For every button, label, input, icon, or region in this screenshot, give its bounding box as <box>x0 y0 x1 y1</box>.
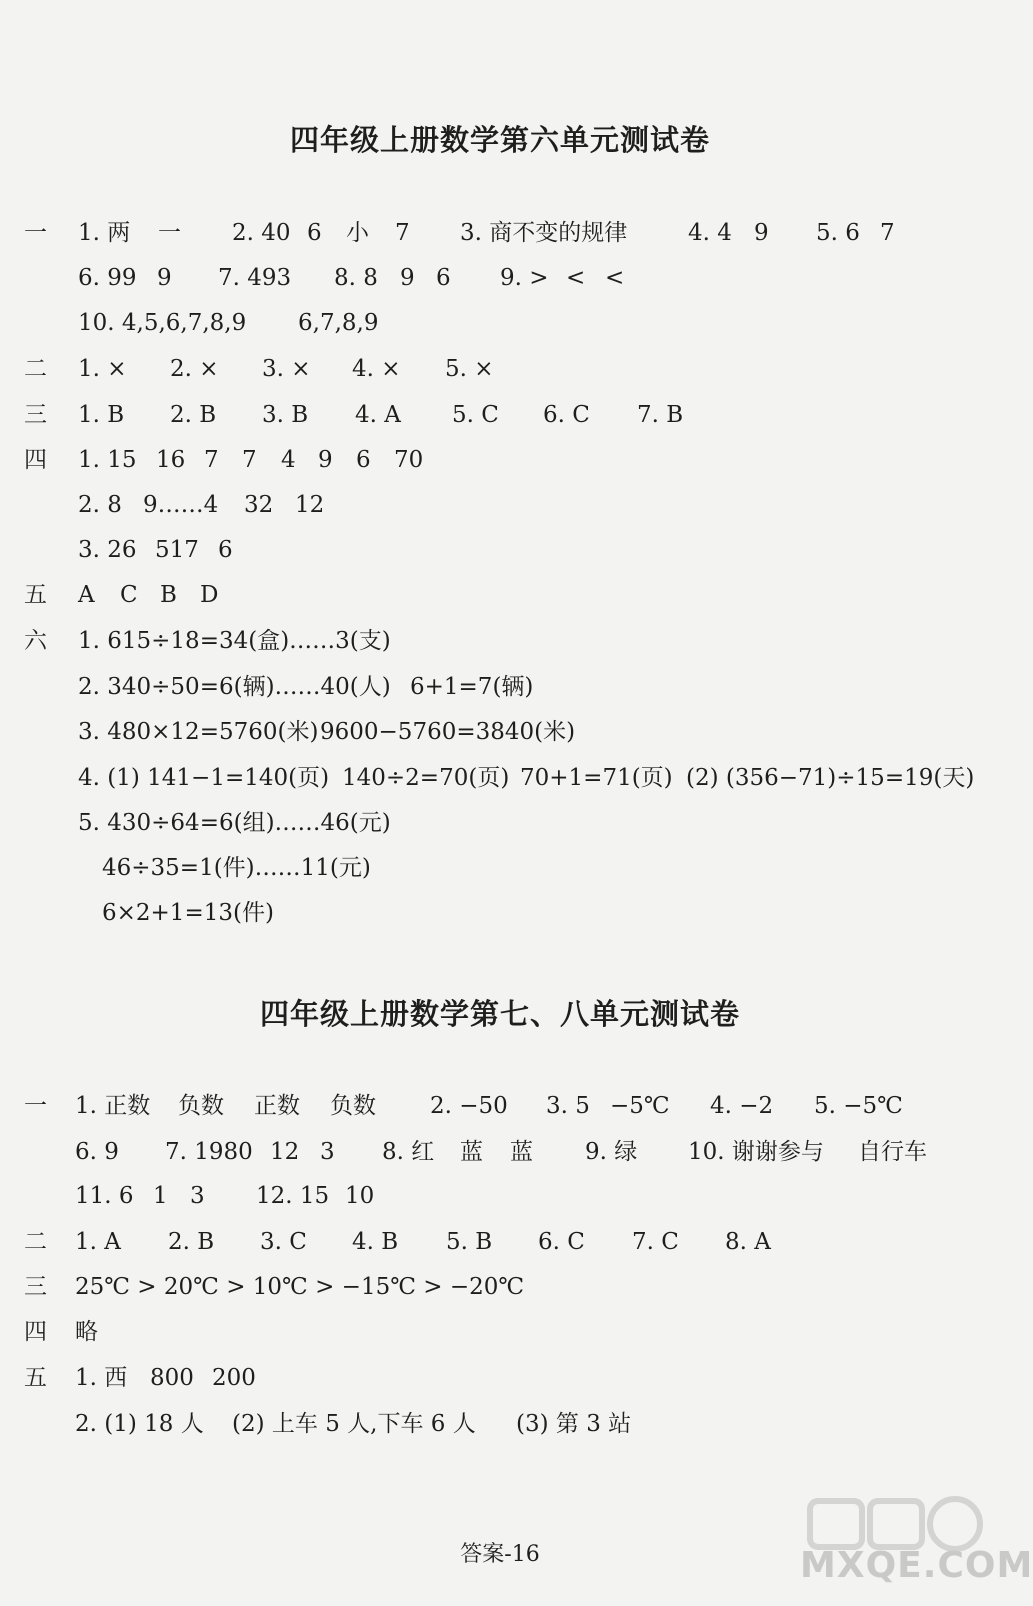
answer-item: 3 <box>320 1139 335 1165</box>
answer-item: 自行车 <box>858 1139 927 1165</box>
answer-item: 1. A <box>75 1229 121 1255</box>
answer-item: −5℃ <box>610 1093 670 1119</box>
answer-item: 6. 9 <box>75 1139 119 1165</box>
answer-item: 9 <box>157 265 172 291</box>
answer-item: 1. 两 <box>78 220 131 246</box>
answer-item: 32 <box>244 492 274 518</box>
page-number: 答案-16 <box>460 1542 540 1567</box>
answer-item: 7 <box>242 447 257 473</box>
unit6-section-2-label: 二 <box>24 356 47 382</box>
answer-item: 70+1=71(页) <box>520 765 673 791</box>
answer-item: 9. 绿 <box>585 1139 638 1165</box>
answer-item: 6,7,8,9 <box>298 310 379 336</box>
answer-item: 10. 谢谢参与 <box>688 1139 824 1165</box>
unit6-section-5-label: 五 <box>24 582 47 608</box>
answer-item: 9 <box>400 265 415 291</box>
unit78-s4-row1: 略 <box>75 1319 98 1345</box>
unit6-s6-row6: 46÷35=1(件)……11(元) <box>102 855 371 881</box>
unit78-section-1-label: 一 <box>24 1093 47 1119</box>
answer-item: 6 <box>356 447 371 473</box>
answer-item: 8. 红 <box>382 1139 435 1165</box>
answer-item: 6 <box>218 537 233 563</box>
answer-item: 1 <box>153 1183 168 1209</box>
answer-item: 2. 340÷50=6(辆)……40(人) <box>78 674 391 700</box>
answer-item: 7. 493 <box>218 265 292 291</box>
answer-item: 3. 26 <box>78 537 137 563</box>
answer-item: 4. A <box>355 402 401 428</box>
unit78-section-2-label: 二 <box>24 1229 47 1255</box>
answer-item: 9……4 <box>143 492 219 518</box>
answer-item: 蓝 <box>510 1139 533 1165</box>
answer-item: 3. 5 <box>546 1093 590 1119</box>
answer-item: 12. 15 <box>256 1183 330 1209</box>
answer-item: 6. C <box>543 402 590 428</box>
answer-item: 140÷2=70(页) <box>342 765 510 791</box>
answer-item: A <box>78 582 95 608</box>
answer-item: 200 <box>212 1365 256 1391</box>
answer-item: 蓝 <box>460 1139 483 1165</box>
answer-item: 12 <box>270 1139 300 1165</box>
answer-item: 8. 8 <box>334 265 378 291</box>
answer-item: 3. × <box>262 356 311 382</box>
answer-item: 6 <box>307 220 322 246</box>
unit6-s6-row1: 1. 615÷18=34(盒)……3(支) <box>78 628 391 654</box>
answer-item: 4 <box>281 447 296 473</box>
answer-item: 2. B <box>170 402 217 428</box>
answer-item: B <box>160 582 177 608</box>
answer-item: 16 <box>156 447 186 473</box>
answer-item: 7. B <box>637 402 684 428</box>
answer-item: 70 <box>394 447 424 473</box>
answer-item: 负数 <box>178 1093 224 1119</box>
answer-item: 9600−5760=3840(米) <box>320 719 576 745</box>
answer-item: 2. −50 <box>430 1093 508 1119</box>
answer-item: 6. 99 <box>78 265 137 291</box>
answer-item: < <box>566 265 586 291</box>
answer-item: 2. × <box>170 356 219 382</box>
unit6-section-1-label: 一 <box>24 220 47 246</box>
answer-item: 7. C <box>632 1229 679 1255</box>
answer-item: 4. × <box>352 356 401 382</box>
answer-item: < <box>605 265 625 291</box>
unit6-s6-row7: 6×2+1=13(件) <box>102 900 274 926</box>
watermark-text: MXQE.COM <box>800 1545 1033 1586</box>
watermark <box>800 1495 1033 1603</box>
answer-item: (2) (356−71)÷15=19(天) <box>686 765 975 791</box>
answer-item: (3) 第 3 站 <box>516 1411 632 1437</box>
answer-item: 10 <box>345 1183 375 1209</box>
answer-item: 3. C <box>260 1229 307 1255</box>
unit6-section-3-label: 三 <box>24 402 47 428</box>
unit6-title: 四年级上册数学第六单元测试卷 <box>289 123 710 157</box>
answer-item: 9 <box>318 447 333 473</box>
unit78-section-4-label: 四 <box>24 1319 47 1345</box>
answer-item: 2. B <box>168 1229 215 1255</box>
answer-item: D <box>200 582 219 608</box>
answer-item: 正数 <box>254 1093 300 1119</box>
answer-item: 4. (1) 141−1=140(页) <box>78 765 330 791</box>
answer-item: 1. 西 <box>75 1365 128 1391</box>
answer-item: 3. B <box>262 402 309 428</box>
answer-item: 5. × <box>445 356 494 382</box>
answer-item: 2. 8 <box>78 492 122 518</box>
unit78-title: 四年级上册数学第七、八单元测试卷 <box>259 997 740 1031</box>
answer-item: 7. 1980 <box>165 1139 253 1165</box>
answer-item: 2. (1) 18 人 <box>75 1411 204 1437</box>
answer-item: 3. 商不变的规律 <box>460 220 628 246</box>
answer-item: (2) 上车 5 人,下车 6 人 <box>232 1411 476 1437</box>
answer-item: 5. C <box>452 402 499 428</box>
answer-item: 1. 15 <box>78 447 137 473</box>
answer-item: 4. −2 <box>710 1093 774 1119</box>
answer-item: 3 <box>190 1183 205 1209</box>
answer-item: 一 <box>158 220 181 246</box>
answer-item: 5. B <box>446 1229 493 1255</box>
answer-item: 12 <box>295 492 325 518</box>
answer-item: 7 <box>204 447 219 473</box>
unit6-s6-row5: 5. 430÷64=6(组)……46(元) <box>78 810 391 836</box>
answer-item: 1. × <box>78 356 127 382</box>
answer-item: 9 <box>754 220 769 246</box>
answer-item: 8. A <box>725 1229 771 1255</box>
answer-item: 10. 4,5,6,7,8,9 <box>78 310 247 336</box>
answer-item: 517 <box>155 537 199 563</box>
answer-item: 5. 6 <box>816 220 860 246</box>
answer-item: 800 <box>150 1365 194 1391</box>
answer-item: 6. C <box>538 1229 585 1255</box>
answer-item: 5. −5℃ <box>814 1093 903 1119</box>
answer-item: 6+1=7(辆) <box>410 674 534 700</box>
answer-item: 小 <box>346 220 369 246</box>
unit6-section-6-label: 六 <box>24 628 47 654</box>
answer-item: 11. 6 <box>75 1183 134 1209</box>
answer-item: C <box>120 582 138 608</box>
answer-item: 7 <box>880 220 895 246</box>
unit6-section-4-label: 四 <box>24 447 47 473</box>
answer-item: 6 <box>436 265 451 291</box>
answer-item: 4. B <box>352 1229 399 1255</box>
answer-item: 4. 4 <box>688 220 732 246</box>
answer-item: 2. 40 <box>232 220 291 246</box>
unit78-section-5-label: 五 <box>24 1365 47 1391</box>
answer-item: 负数 <box>330 1093 376 1119</box>
answer-item: 7 <box>395 220 410 246</box>
answer-item: 1. 正数 <box>75 1093 151 1119</box>
unit78-section-3-label: 三 <box>24 1274 47 1300</box>
answer-item: 1. B <box>78 402 125 428</box>
answer-item: 3. 480×12=5760(米) <box>78 719 319 745</box>
unit78-s3-row1: 25℃ > 20℃ > 10℃ > −15℃ > −20℃ <box>75 1274 525 1300</box>
answer-item: 9. > <box>500 265 549 291</box>
